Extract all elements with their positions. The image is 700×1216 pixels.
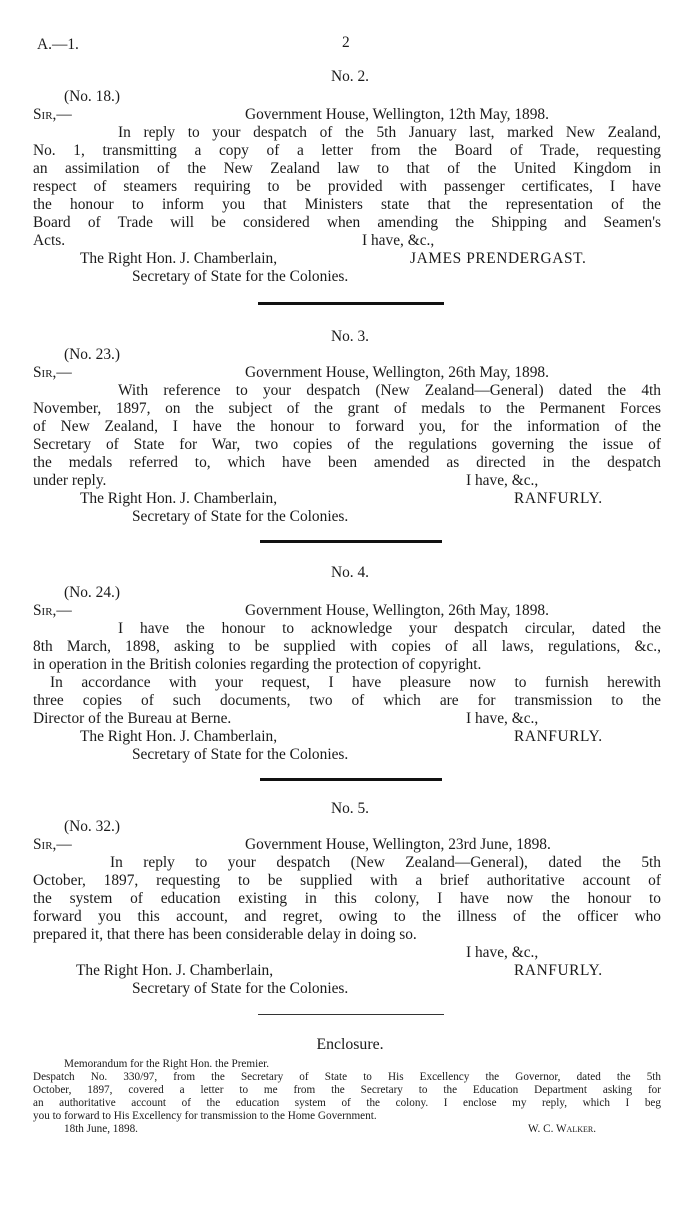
salutation: Sir,— xyxy=(33,364,72,381)
memo-line: October, 1897, covered a letter to me from the Secretary to the Education Department asking for xyxy=(33,1084,661,1096)
memo-date: 18th June, 1898. xyxy=(64,1123,138,1135)
salutation: Sir,— xyxy=(33,106,72,123)
body-line: an assimilation of the New Zealand law to that of the United Kingdom in xyxy=(33,160,661,177)
salutation: Sir,— xyxy=(33,836,72,853)
body-line: With reference to your despatch (New Zealand—General) dated the 4th xyxy=(118,382,661,399)
addressee-title: Secretary of State for the Colonies. xyxy=(132,268,349,285)
body-line: under reply. xyxy=(33,472,107,489)
body-line: No. 1, transmitting a copy of a letter from the Board of Trade, requesting xyxy=(33,142,661,159)
addressee: The Right Hon. J. Chamberlain, xyxy=(80,728,278,745)
letter-reference: (No. 23.) xyxy=(64,346,120,363)
letter-reference: (No. 32.) xyxy=(64,818,120,835)
letter-heading: No. 4. xyxy=(330,564,370,581)
section-divider xyxy=(260,540,442,543)
page-number: 2 xyxy=(342,34,350,51)
section-divider xyxy=(258,1014,444,1015)
dateline: Government House, Wellington, 23rd June, 1898. xyxy=(245,836,551,853)
dateline: Government House, Wellington, 12th May, 1898. xyxy=(245,106,549,123)
body-line: November, 1897, on the subject of the grant of medals to the Permanent Forces xyxy=(33,400,661,417)
letter-heading: No. 3. xyxy=(330,328,370,345)
addressee: The Right Hon. J. Chamberlain, xyxy=(76,962,274,979)
body-line: prepared it, that there has been considerable delay in doing so. xyxy=(33,926,417,943)
memo-line: you to forward to His Excellency for transmission to the Home Government. xyxy=(33,1110,377,1122)
memo-line: Despatch No. 330/97, from the Secretary of State to His Excellency the Governor, dated the 5th xyxy=(33,1071,661,1083)
body-line: I have the honour to acknowledge your despatch circular, dated the xyxy=(118,620,661,637)
addressee: The Right Hon. J. Chamberlain, xyxy=(80,250,278,267)
letter-heading: No. 2. xyxy=(330,68,370,85)
signature: RANFURLY. xyxy=(514,728,603,745)
body-line: Board of Trade will be considered when amending the Shipping and Seamen's xyxy=(33,214,661,231)
memo-line: an authoritative account of the education system of the colony. I enclose my reply, which I beg xyxy=(33,1097,661,1109)
body-line: of New Zealand, I have the honour to forward you, for the information of the xyxy=(33,418,661,435)
letter-heading: No. 5. xyxy=(330,800,370,817)
dateline: Government House, Wellington, 26th May, 1898. xyxy=(245,602,549,619)
letter-reference: (No. 24.) xyxy=(64,584,120,601)
body-line: In reply to your despatch (New Zealand—General), dated the 5th xyxy=(110,854,661,871)
body-line: the system of education existing in this colony, I have now the honour to xyxy=(33,890,661,907)
body-line: the medals referred to, which have been amended as directed in the despatch xyxy=(33,454,661,471)
body-line: October, 1897, requesting to be supplied with a brief authoritative account of xyxy=(33,872,661,889)
body-line: forward you this account, and regret, owing to the illness of the officer who xyxy=(33,908,661,925)
section-divider xyxy=(258,302,444,305)
signature: JAMES PRENDERGAST. xyxy=(410,250,587,267)
body-line: Acts. xyxy=(33,232,66,249)
addressee-title: Secretary of State for the Colonies. xyxy=(132,980,349,997)
enclosure-heading: Enclosure. xyxy=(316,1036,384,1053)
dateline: Government House, Wellington, 26th May, 1898. xyxy=(245,364,549,381)
section-divider xyxy=(260,778,442,781)
addressee-title: Secretary of State for the Colonies. xyxy=(132,746,349,763)
signature: RANFURLY. xyxy=(514,490,603,507)
document-reference: A.—1. xyxy=(37,36,79,53)
body-line: in operation in the British colonies regarding the protection of copyright. xyxy=(33,656,482,673)
body-line: In reply to your despatch of the 5th January last, marked New Zealand, xyxy=(118,124,661,141)
closing: I have, &c., xyxy=(362,232,435,249)
closing: I have, &c., xyxy=(466,944,539,961)
closing: I have, &c., xyxy=(466,710,539,727)
addressee-title: Secretary of State for the Colonies. xyxy=(132,508,349,525)
body-line: Director of the Bureau at Berne. xyxy=(33,710,232,727)
memo-title: Memorandum for the Right Hon. the Premier. xyxy=(64,1058,270,1070)
body-line: three copies of such documents, two of which are for transmission to the xyxy=(33,692,661,709)
memo-signature: W. C. Walker. xyxy=(528,1123,596,1135)
closing: I have, &c., xyxy=(466,472,539,489)
addressee: The Right Hon. J. Chamberlain, xyxy=(80,490,278,507)
body-line: the honour to inform you that Ministers state that the representation of the xyxy=(33,196,661,213)
body-line: Secretary of State for War, two copies of the regulations governing the issue of xyxy=(33,436,661,453)
body-line: respect of steamers requiring to be provided with passenger certificates, I have xyxy=(33,178,661,195)
salutation: Sir,— xyxy=(33,602,72,619)
letter-reference: (No. 18.) xyxy=(64,88,120,105)
body-line: In accordance with your request, I have pleasure now to furnish herewith xyxy=(50,674,661,691)
body-line: 8th March, 1898, asking to be supplied with copies of all laws, regulations, &c., xyxy=(33,638,661,655)
signature: RANFURLY. xyxy=(514,962,603,979)
